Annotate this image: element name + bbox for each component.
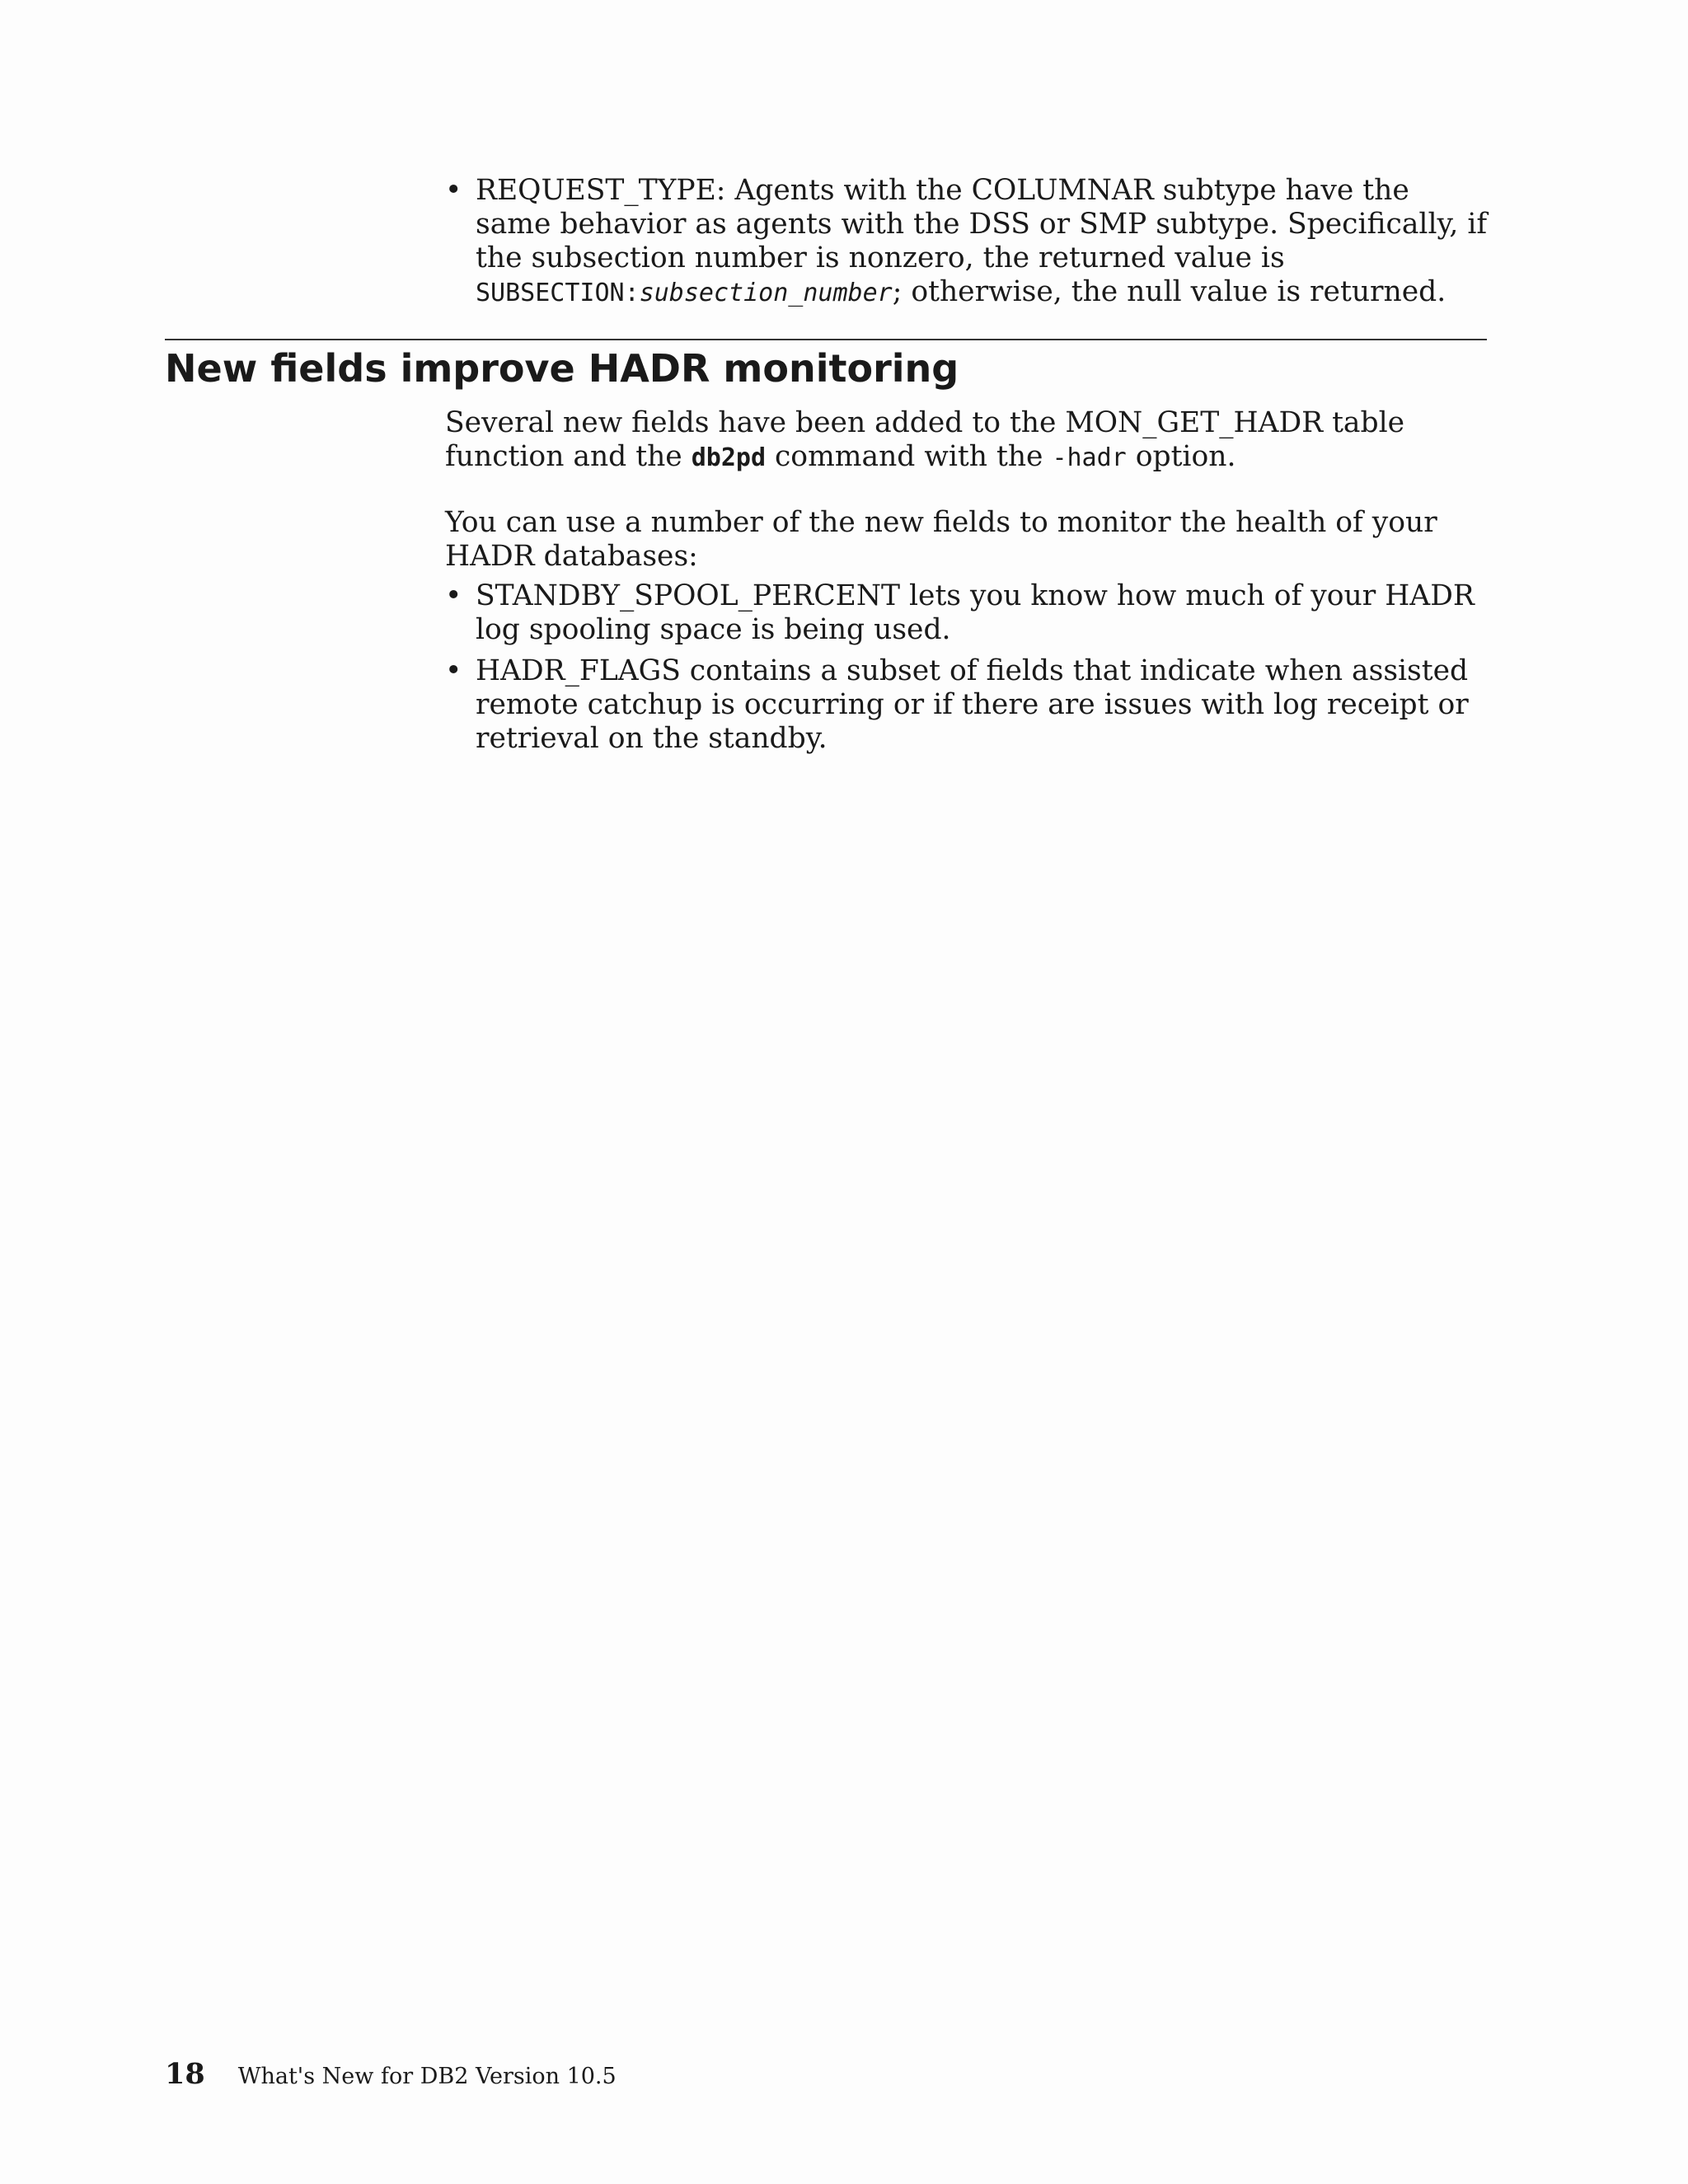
footer-title: What's New for DB2 Version 10.5: [237, 2064, 617, 2089]
command-db2pd: db2pd: [691, 443, 767, 472]
health-section: [445, 506, 1490, 763]
request-type-list: [445, 174, 1490, 310]
request-type-text: REQUEST_TYPE: Agents with the COLUMNAR subtype have the same behavior as agents with the DSS or SMP subtype. Specifically, if the subsection number is nonzero, the returned value is: [476, 174, 1488, 274]
code-subsection-number: subsection_number: [639, 279, 893, 307]
list-item: [445, 654, 1490, 756]
intro-text-end: option.: [1126, 440, 1236, 473]
health-fields-list: [445, 579, 1490, 756]
health-paragraph: You can use a number of the new fields to monitor the health of your HADR databases:: [445, 506, 1437, 573]
bullet-marker: •: [445, 654, 462, 687]
intro-paragraph: [445, 406, 1490, 475]
bullet-marker: •: [445, 579, 462, 612]
intro-text-mid: command with the: [766, 440, 1053, 473]
section-divider: [165, 339, 1487, 340]
page-number: 18: [165, 2057, 205, 2091]
hadr-flags-text: HADR_FLAGS contains a subset of fields that indicate when assisted remote catchup is occurring or if there are issues with log receipt or retrieval on the standby.: [476, 654, 1469, 755]
intro-text: Several new fields have been added to the MON_GET_HADR table function and the: [445, 406, 1405, 473]
request-type-text-end: ; otherwise, the null value is returned.: [892, 275, 1447, 308]
option-hadr: -hadr: [1052, 443, 1127, 472]
list-item: [445, 174, 1490, 310]
section-heading: New fields improve HADR monitoring: [165, 346, 959, 391]
page-footer: [165, 2057, 617, 2091]
list-item: [445, 579, 1490, 647]
code-subsection: SUBSECTION:: [476, 279, 640, 307]
bullet-marker: •: [445, 174, 462, 207]
standby-spool-percent-text: STANDBY_SPOOL_PERCENT lets you know how much of your HADR log spooling space is being used.: [476, 579, 1475, 646]
